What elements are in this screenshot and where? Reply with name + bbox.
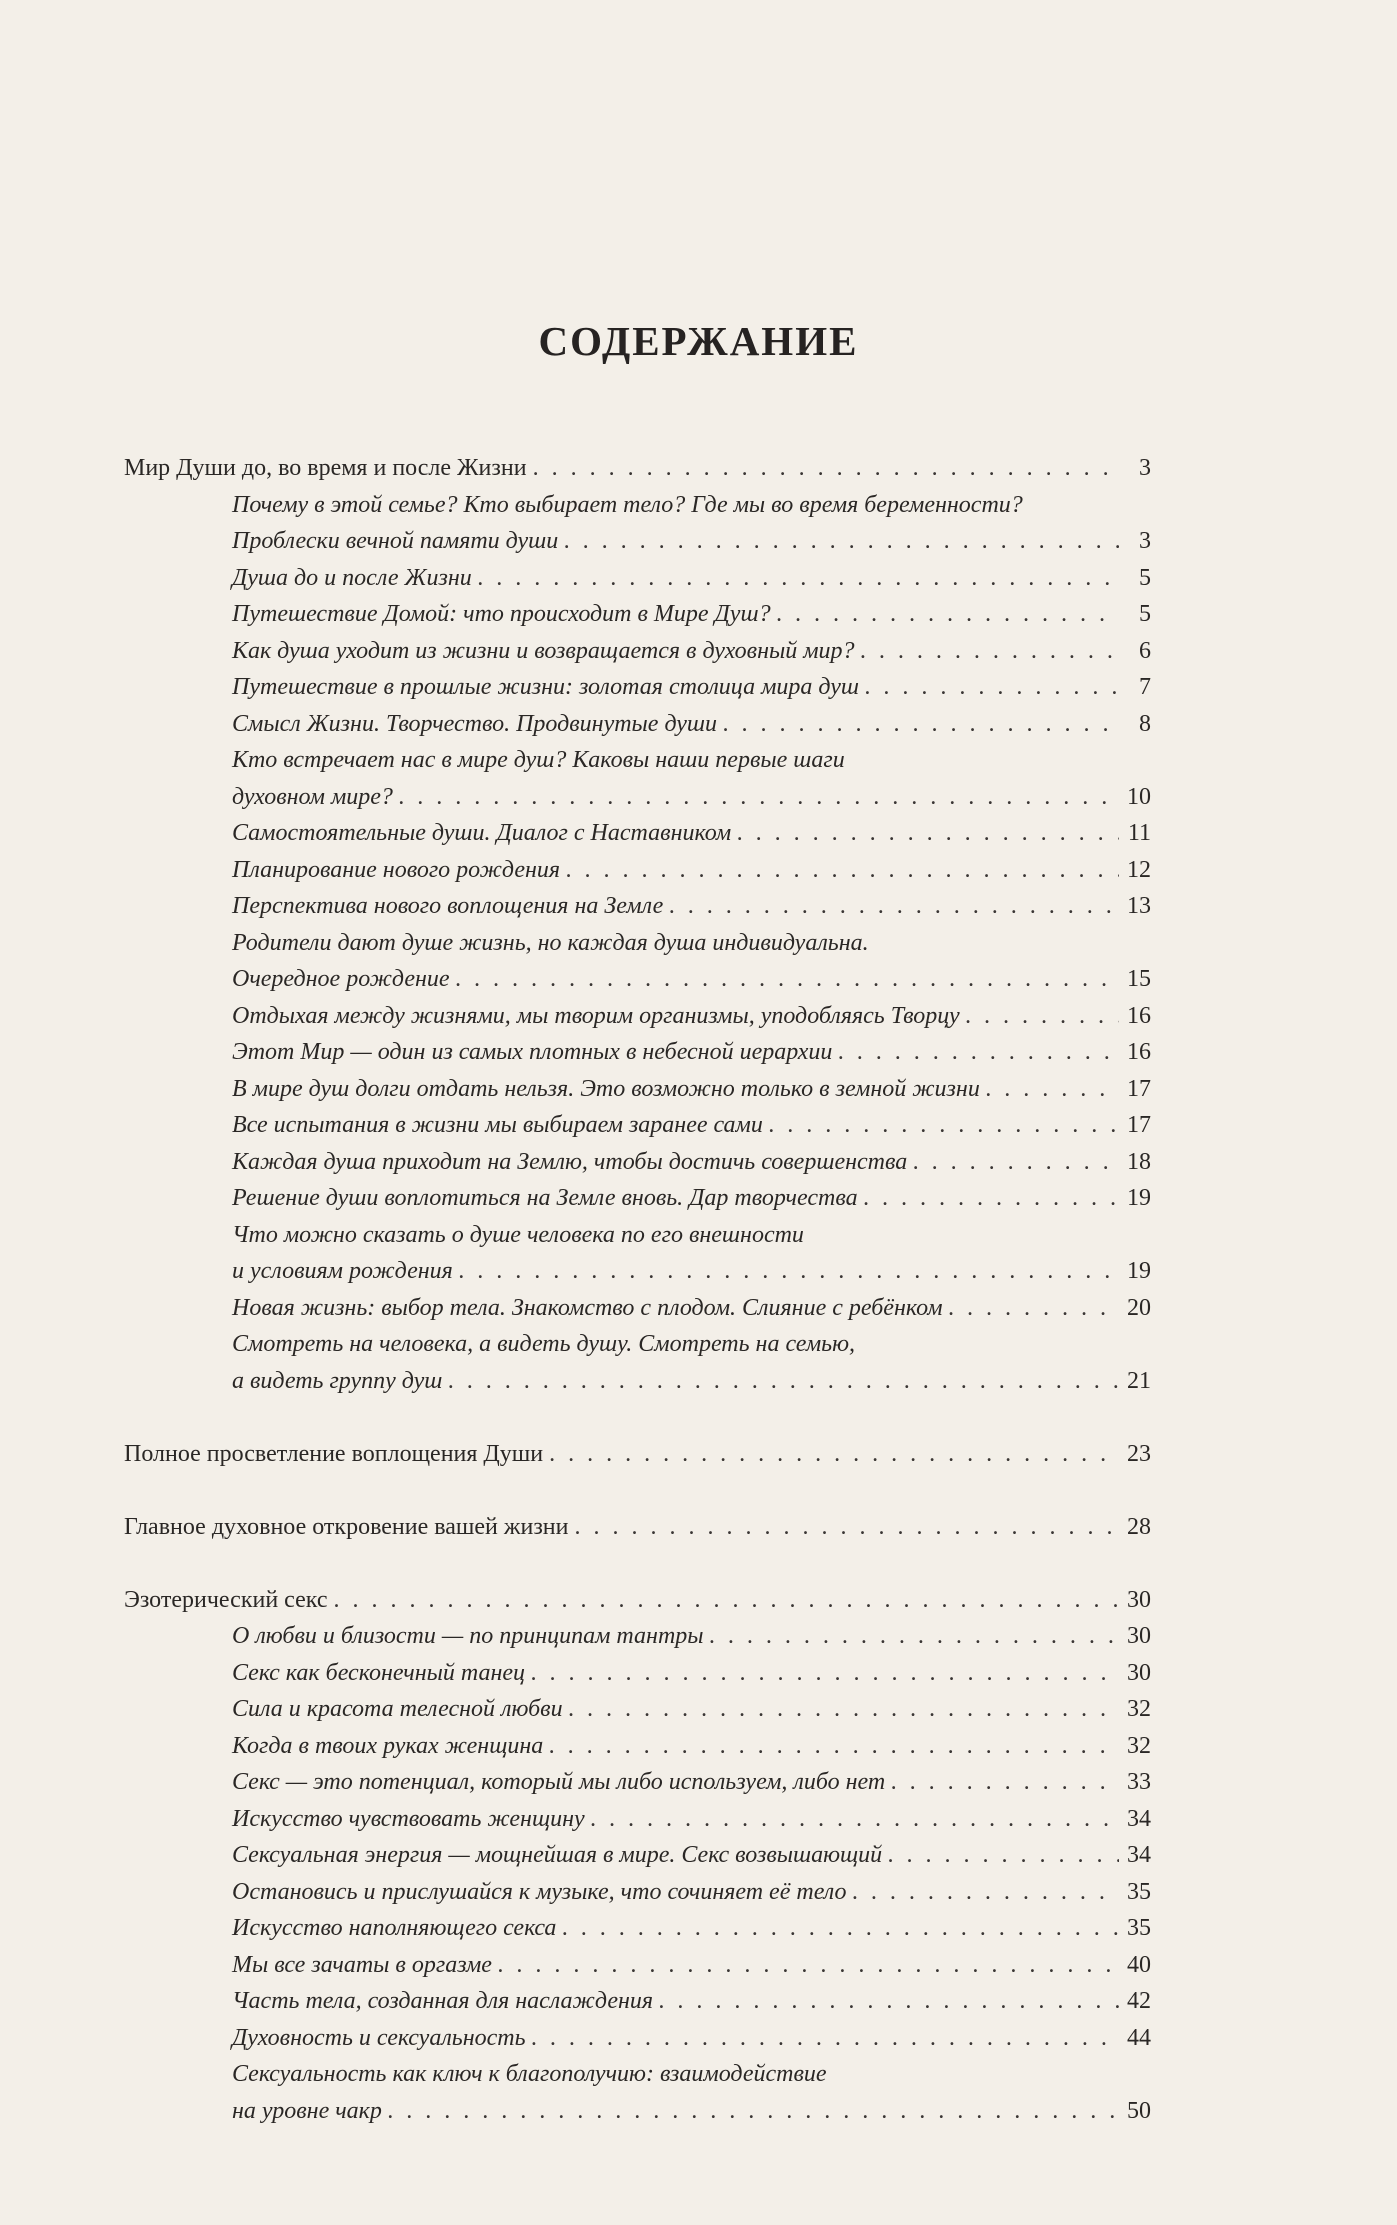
entry-title: Отдыхая между жизнями, мы творим организмы, уподобляясь Творцу [232, 1002, 960, 1029]
entry-title: Новая жизнь: выбор тела. Знакомство с плодом. Слияние с ребёнком [232, 1294, 943, 1321]
page-number: 3 [1139, 455, 1151, 481]
toc-subentry [124, 852, 1151, 889]
dot-leader [498, 1947, 1119, 1984]
dot-leader [861, 633, 1119, 670]
entry-title: Сила и красота телесной любви [232, 1696, 563, 1722]
page-number: 3 [1139, 528, 1151, 554]
toc-subentry [124, 1801, 1151, 1838]
page-title: СОДЕРЖАНИЕ [538, 318, 859, 365]
entry-title: О любви и близости — по принципам тантры [232, 1623, 704, 1649]
page-number: 8 [1139, 710, 1151, 737]
page-number: 20 [1127, 1294, 1151, 1321]
dot-leader [710, 1618, 1119, 1655]
toc-subentry [124, 1910, 1151, 1947]
toc-section [124, 450, 1151, 1399]
toc-subentry [124, 1837, 1151, 1874]
dot-leader [986, 1071, 1119, 1108]
page-number: 18 [1127, 1148, 1151, 1175]
toc-subentry [124, 560, 1151, 597]
toc-subentry [124, 487, 1151, 524]
toc-subentry [124, 1947, 1151, 1984]
dot-leader [569, 1691, 1119, 1728]
dot-leader [838, 1034, 1119, 1071]
toc-subentry [124, 779, 1151, 816]
entry-title: Мы все зачаты в оргазме [232, 1951, 492, 1978]
toc-subentry [124, 1691, 1151, 1728]
page-number: 42 [1127, 1988, 1151, 2014]
entry-title: Этот Мир — один из самых плотных в небесной иерархии [232, 1039, 833, 1065]
dot-leader [566, 852, 1119, 889]
entry-title: Проблески вечной памяти души [232, 528, 559, 554]
toc-subentry [124, 1363, 1151, 1400]
entry-title: Самостоятельные души. Диалог с Наставником [232, 820, 732, 846]
dot-leader [531, 1655, 1119, 1692]
entry-title: Каждая душа приходит на Землю, чтобы достичь совершенства [232, 1148, 908, 1175]
entry-title: на уровне чакр [232, 2097, 382, 2124]
entry-title: Сексуальная энергия — мощнейшая в мире. Секс возвышающий [232, 1842, 883, 1868]
toc-subentry [124, 1764, 1151, 1801]
page-number: 30 [1127, 1623, 1151, 1649]
page-number: 23 [1127, 1440, 1151, 1467]
entry-title: Родители дают душе жизнь, но каждая душа индивидуальна. [232, 929, 869, 956]
dot-leader [864, 1180, 1119, 1217]
page-number: 12 [1127, 856, 1151, 883]
entry-title: Что можно сказать о душе человека по его внешности [232, 1221, 804, 1248]
entry-title: Когда в твоих руках женщина [232, 1732, 544, 1759]
dot-leader [549, 1728, 1119, 1765]
toc-subentry [124, 1071, 1151, 1108]
entry-title: и условиям рождения [232, 1258, 453, 1284]
entry-title: Планирование нового рождения [232, 856, 561, 883]
page-number: 19 [1127, 1258, 1151, 1284]
page-number: 32 [1127, 1732, 1151, 1759]
dot-leader [448, 1363, 1119, 1400]
page-number: 7 [1139, 674, 1151, 700]
dot-leader [388, 2093, 1119, 2130]
toc-subentry [124, 1034, 1151, 1071]
page-number: 17 [1127, 1112, 1151, 1138]
toc-subentry [124, 2093, 1151, 2130]
entry-title: Путешествие Домой: что происходит в Мире Душ? [232, 601, 771, 627]
dot-leader [478, 560, 1119, 597]
toc-chapter-entry [124, 450, 1151, 487]
page-number: 21 [1127, 1367, 1151, 1394]
page-number: 34 [1127, 1842, 1151, 1868]
page-number: 16 [1127, 1039, 1151, 1065]
dot-leader [659, 1983, 1119, 2020]
dot-leader [865, 669, 1119, 706]
entry-title: Перспектива нового воплощения на Земле [232, 893, 664, 919]
entry-title: Искусство наполняющего секса [232, 1915, 557, 1941]
entry-title: Секс — это потенциал, который мы либо используем, либо нет [232, 1769, 886, 1795]
page-number: 34 [1127, 1805, 1151, 1832]
toc-subentry [124, 1107, 1151, 1144]
toc-subentry [124, 1728, 1151, 1765]
toc-subentry [124, 523, 1151, 560]
page-number: 5 [1139, 601, 1151, 627]
toc-subentry [124, 1180, 1151, 1217]
page-number: 10 [1127, 783, 1151, 810]
entry-title: В мире душ долги отдать нельзя. Это возможно только в земной жизни [232, 1075, 980, 1102]
dot-leader [456, 961, 1119, 998]
page-number: 17 [1127, 1075, 1151, 1102]
dot-leader [549, 1436, 1119, 1473]
dot-leader [777, 596, 1119, 633]
page-number: 6 [1139, 637, 1151, 664]
entry-title: Эзотерический секс [124, 1586, 328, 1613]
entry-title: а видеть группу душ [232, 1367, 443, 1394]
entry-title: Сексуальность как ключ к благополучию: взаимодействие [232, 2061, 827, 2087]
toc-section [124, 1582, 1151, 2130]
entry-title: Секс как бесконечный танец [232, 1659, 526, 1686]
toc-subentry [124, 815, 1151, 852]
page-number: 33 [1127, 1769, 1151, 1795]
page-number: 44 [1127, 2024, 1151, 2051]
page-number: 15 [1127, 966, 1151, 992]
page-number: 28 [1127, 1513, 1151, 1540]
entry-title: Путешествие в прошлые жизни: золотая столица мира душ [232, 674, 860, 700]
dot-leader [769, 1107, 1119, 1144]
entry-title: духовном мире? [232, 783, 393, 810]
entry-title: Главное духовное откровение вашей жизни [124, 1513, 569, 1540]
dot-leader [564, 523, 1119, 560]
dot-leader [533, 450, 1119, 487]
dot-leader [399, 779, 1119, 816]
dot-leader [333, 1582, 1119, 1619]
entry-title: Смысл Жизни. Творчество. Продвинутые души [232, 710, 718, 737]
page-number: 30 [1127, 1659, 1151, 1686]
dot-leader [532, 2020, 1119, 2057]
toc-chapter-entry [124, 1582, 1151, 1619]
entry-title: Мир Души до, во время и после Жизни [124, 455, 527, 481]
dot-leader [575, 1509, 1120, 1546]
page-number: 19 [1127, 1185, 1151, 1211]
dot-leader [562, 1910, 1119, 1947]
entry-title: Остановись и прислушайся к музыке, что сочиняет её тело [232, 1878, 847, 1905]
dot-leader [591, 1801, 1119, 1838]
table-of-contents [124, 450, 1151, 2129]
toc-subentry [124, 596, 1151, 633]
dot-leader [459, 1253, 1119, 1290]
page-number: 50 [1127, 2097, 1151, 2124]
toc-chapter-entry [124, 1436, 1151, 1473]
toc-subentry [124, 1655, 1151, 1692]
page-number: 35 [1127, 1878, 1151, 1905]
page-number: 32 [1127, 1696, 1151, 1722]
toc-subentry [124, 1983, 1151, 2020]
dot-leader [723, 706, 1119, 743]
entry-title: Как душа уходит из жизни и возвращается в духовный мир? [232, 637, 855, 664]
toc-subentry [124, 888, 1151, 925]
entry-title: Все испытания в жизни мы выбираем заранее сами [232, 1112, 763, 1138]
page-number: 16 [1127, 1002, 1151, 1029]
toc-section [124, 1509, 1151, 1546]
toc-subentry [124, 1874, 1151, 1911]
page-number: 40 [1127, 1951, 1151, 1978]
toc-subentry [124, 2020, 1151, 2057]
toc-subentry [124, 633, 1151, 670]
dot-leader [891, 1764, 1119, 1801]
dot-leader [888, 1837, 1119, 1874]
toc-subentry [124, 669, 1151, 706]
dot-leader [966, 998, 1119, 1035]
toc-subentry [124, 742, 1151, 779]
page-number: 35 [1127, 1915, 1151, 1941]
page-number: 13 [1127, 893, 1151, 919]
entry-title: Душа до и после Жизни [232, 564, 472, 591]
entry-title: Смотреть на человека, а видеть душу. Смотреть на семью, [232, 1331, 855, 1357]
toc-subentry [124, 1326, 1151, 1363]
toc-subentry [124, 925, 1151, 962]
toc-subentry [124, 1217, 1151, 1254]
entry-title: Очередное рождение [232, 966, 450, 992]
entry-title: Полное просветление воплощения Души [124, 1440, 544, 1467]
toc-subentry [124, 998, 1151, 1035]
toc-subentry [124, 961, 1151, 998]
entry-title: Кто встречает нас в мире душ? Каковы наши первые шаги [232, 747, 845, 773]
dot-leader [669, 888, 1119, 925]
page-number: 5 [1139, 564, 1151, 591]
page-number: 30 [1127, 1586, 1151, 1613]
dot-leader [737, 815, 1119, 852]
toc-section [124, 1436, 1151, 1473]
dot-leader [853, 1874, 1119, 1911]
toc-subentry [124, 1290, 1151, 1327]
entry-title: Духовность и сексуальность [232, 2024, 526, 2051]
entry-title: Часть тела, созданная для наслаждения [232, 1988, 654, 2014]
dot-leader [913, 1144, 1119, 1181]
entry-title: Искусство чувствовать женщину [232, 1805, 585, 1832]
entry-title: Решение души воплотиться на Земле вновь. Дар творчества [232, 1185, 858, 1211]
toc-subentry [124, 706, 1151, 743]
toc-subentry [124, 1618, 1151, 1655]
toc-subentry [124, 2056, 1151, 2093]
toc-subentry [124, 1144, 1151, 1181]
dot-leader [949, 1290, 1119, 1327]
toc-chapter-entry [124, 1509, 1151, 1546]
toc-subentry [124, 1253, 1151, 1290]
entry-title: Почему в этой семье? Кто выбирает тело? Где мы во время беременности? [232, 491, 1023, 518]
page-number: 11 [1127, 820, 1151, 846]
